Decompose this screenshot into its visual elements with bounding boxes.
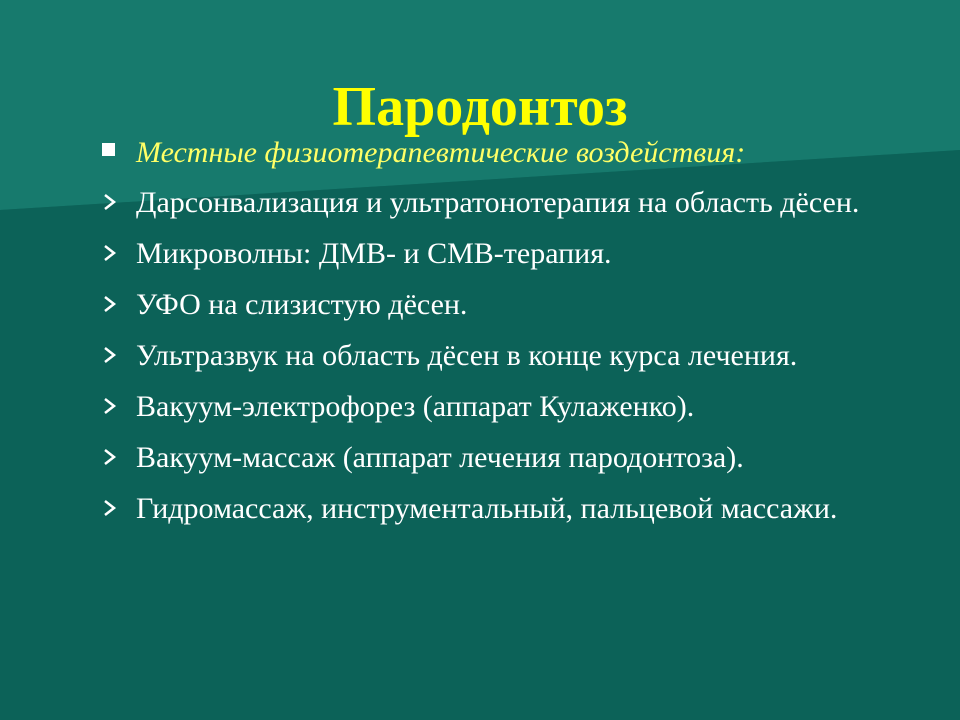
list-item-text: Вакуум-электрофорез (аппарат Кулаженко). bbox=[136, 390, 695, 423]
list-item-text: УФО на слизистую дёсен. bbox=[136, 288, 468, 321]
list-item bbox=[96, 437, 916, 479]
list-item-text: Вакуум-массаж (аппарат лечения пародонтоза). bbox=[136, 441, 744, 474]
chevron-right-bullet-icon bbox=[96, 335, 136, 377]
list-item-text: Гидромассаж, инструментальный, пальцевой массажи. bbox=[136, 492, 838, 525]
section-heading bbox=[96, 132, 916, 174]
bullet-list bbox=[96, 132, 916, 539]
list-item-text: Дарсонвализация и ультратонотерапия на область дёсен. bbox=[136, 186, 860, 219]
list-item bbox=[96, 335, 916, 377]
chevron-right-bullet-icon bbox=[96, 284, 136, 326]
chevron-right-bullet-icon bbox=[96, 182, 136, 224]
chevron-right-bullet-icon bbox=[96, 437, 136, 479]
list-item bbox=[96, 284, 916, 326]
list-item-text: Микроволны: ДМВ- и СМВ-терапия. bbox=[136, 237, 612, 270]
chevron-right-bullet-icon bbox=[96, 488, 136, 530]
chevron-right-bullet-icon bbox=[96, 386, 136, 428]
list-item bbox=[96, 233, 916, 275]
square-bullet-icon bbox=[96, 132, 136, 174]
list-item-text: Ультразвук на область дёсен в конце курса лечения. bbox=[136, 339, 798, 372]
section-heading-text: Местные физиотерапевтические воздействия: bbox=[136, 136, 746, 169]
slide-title: Пародонтоз bbox=[332, 75, 628, 138]
list-item bbox=[96, 182, 916, 224]
list-item bbox=[96, 386, 916, 428]
list-item bbox=[96, 488, 916, 530]
chevron-right-bullet-icon bbox=[96, 233, 136, 275]
